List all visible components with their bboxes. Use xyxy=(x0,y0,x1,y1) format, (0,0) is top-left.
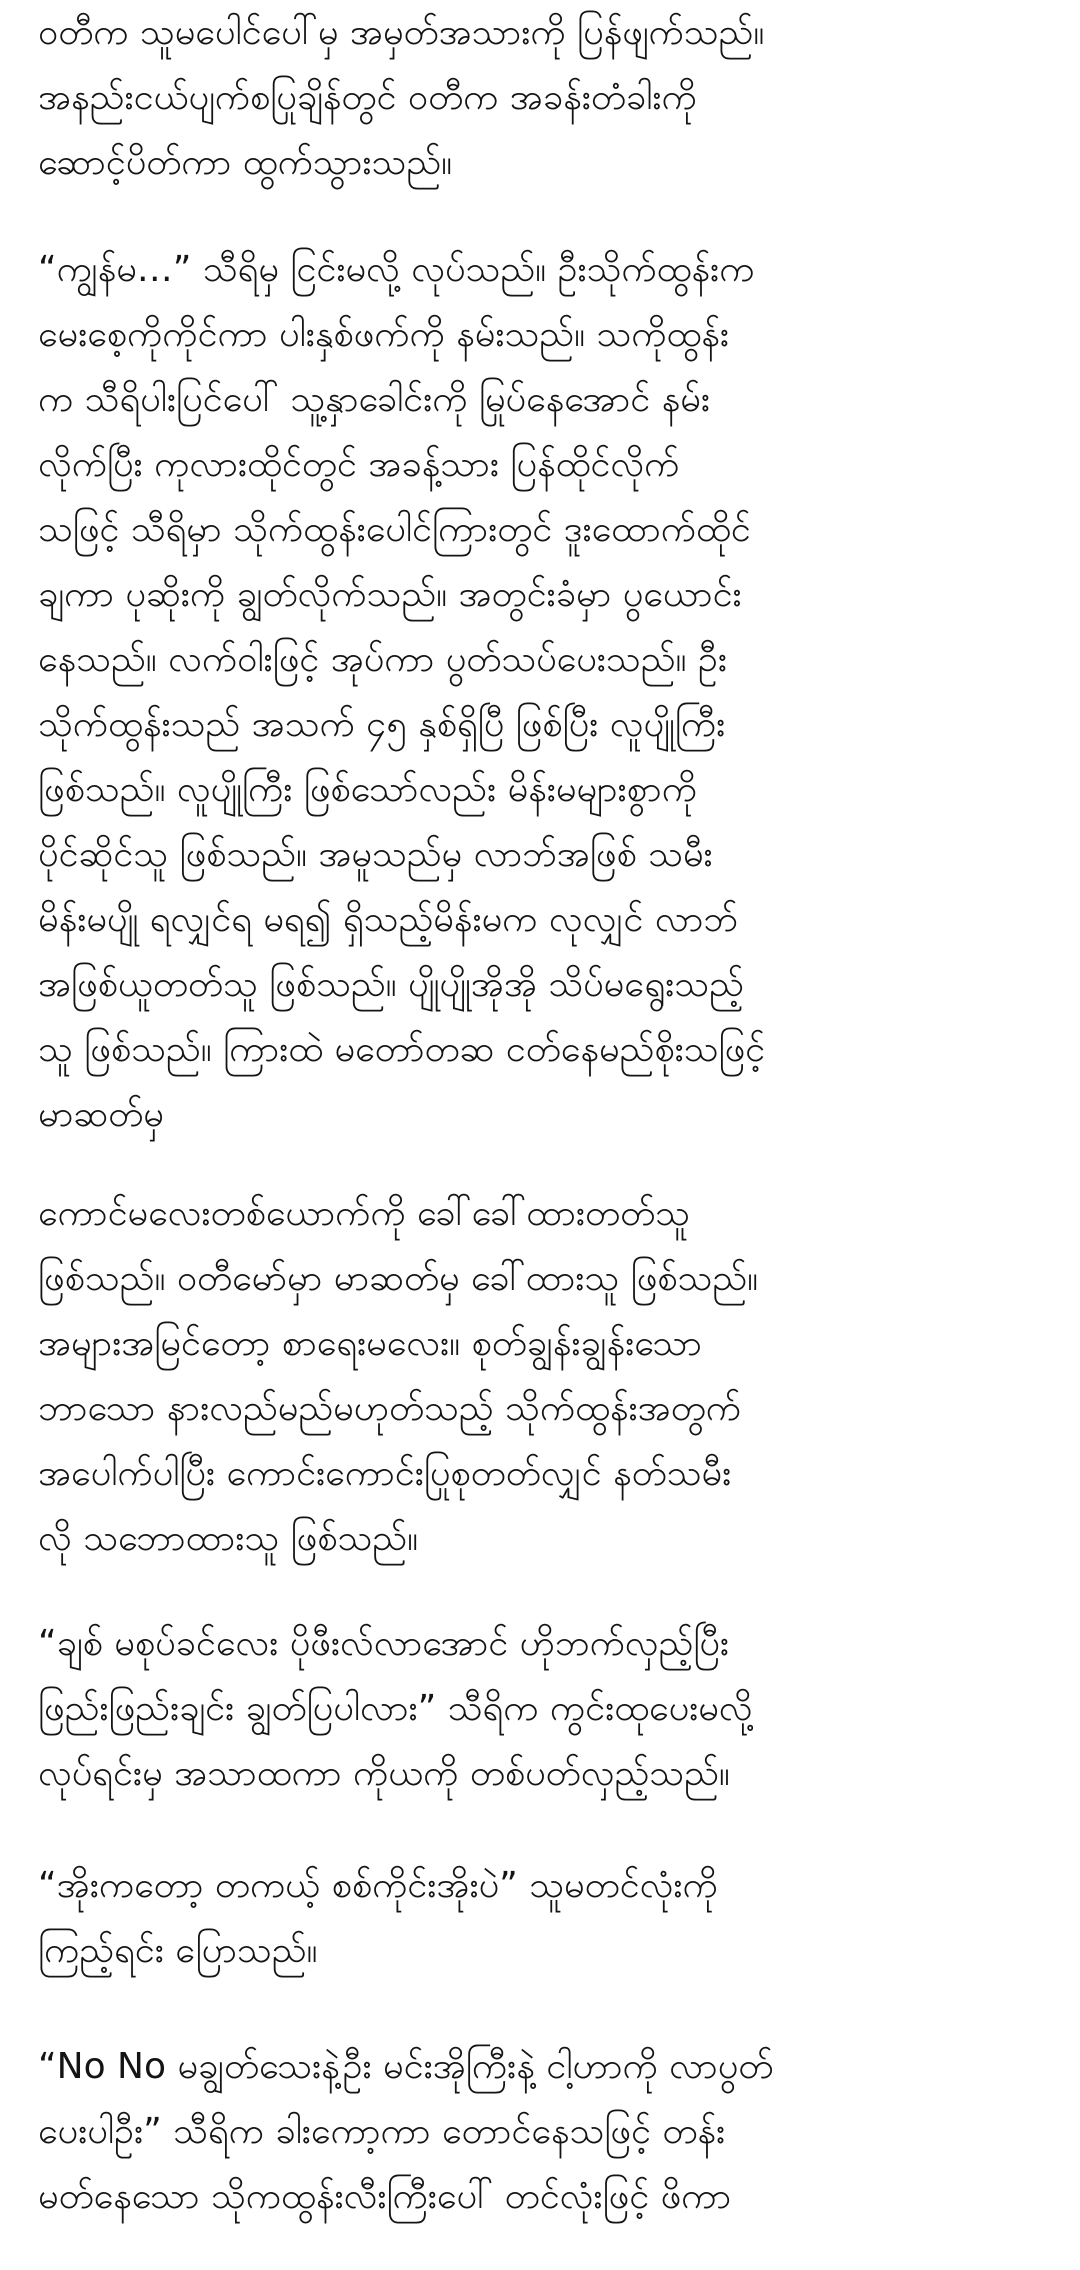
paragraph-4 xyxy=(38,1611,753,1806)
paragraph-5 xyxy=(38,1853,718,1983)
text-line: ဝတီက သူမပေါင်ပေါ်မှ အမှတ်အသားကို ပြန်ဖျက်သည်။ xyxy=(38,12,765,53)
text-line: သူ ဖြစ်သည်။ ကြားထဲ မတော်တဆ ငတ်နေမည်စိုးသဖြင့် xyxy=(38,1029,766,1070)
text-line: အပေါက်ပါပြီး ကောင်းကောင်းပြုစုတတ်လျှင် နတ်သမီး xyxy=(38,1453,732,1494)
text-line: “ချစ် မစုပ်ခင်လေး ပိုဖီးလ်လာအောင် ဟိုဘက်လှည့်ပြီး xyxy=(38,1623,730,1664)
paragraph-2 xyxy=(38,237,765,1147)
text-line: သိုက်ထွန်းသည် အသက် ၄၅ နှစ်ရှိပြီ ဖြစ်ပြီး လူပျိုကြီး xyxy=(38,704,726,745)
text-line: “ကျွန်မ…” သီရိမှ ငြင်းမလို့ လုပ်သည်။ ဦးသိုက်ထွန်းက xyxy=(38,249,755,290)
text-line: ဆောင့်ပိတ်ကာ ထွက်သွားသည်။ xyxy=(38,142,453,183)
text-line: မာဆတ်မှ xyxy=(38,1094,164,1135)
text-line: လုပ်ရင်းမှ အသာထကာ ကိုယကို တစ်ပတ်လှည့်သည်။ xyxy=(38,1753,730,1794)
text-line: မိန်းမပျို ရလျှင်ရ မရ၍ ရှိသည့်မိန်းမက လုလျှင် လာဘ် xyxy=(38,899,739,940)
text-line: “အိုးကတော့ တကယ့် စစ်ကိုင်းအိုးပဲ” သူမတင်လုံးကို xyxy=(38,1865,718,1906)
text-line: လို သဘောထားသူ ဖြစ်သည်။ xyxy=(38,1518,418,1559)
paragraph-3 xyxy=(38,1181,758,1571)
text-line: အနည်းငယ်ပျက်စပြုချိန်တွင် ဝတီက အခန်းတံခါးကို xyxy=(38,77,697,118)
text-line: မတ်နေသော သိုကထွန်းလီးကြီးပေါ် တင်လုံးဖြင့် ဖိကာ xyxy=(38,2176,732,2217)
text-line: ကောင်မလေးတစ်ယောက်ကို ခေါ်ခေါ်ထားတတ်သူ xyxy=(38,1193,690,1234)
text-line: ချကာ ပုဆိုးကို ချွတ်လိုက်သည်။ အတွင်းခံမှာ ပွယောင်း xyxy=(38,574,742,615)
text-line: ဖြည်းဖြည်းချင်း ချွတ်ပြပါလား” သီရိက ကွင်းထုပေးမလို့ xyxy=(38,1688,753,1729)
text-line: ဖြစ်သည်။ ဝတီမော်မှာ မာဆတ်မှ ခေါ်ထားသူ ဖြစ်သည်။ xyxy=(38,1258,759,1299)
text-line: “No No မချွတ်သေးနဲ့ဦး မင်းအိုကြီးနဲ့ ငါ့ဟာကို လာပွတ် xyxy=(38,2046,774,2087)
text-line: ပေးပါဦး” သီရိက ခါးကော့ကာ တောင်နေသဖြင့် တန်း xyxy=(38,2111,726,2152)
paragraph-1 xyxy=(38,0,764,195)
text-line: ဖြစ်သည်။ လူပျိုကြီး ဖြစ်သော်လည်း မိန်းမများစွာကို xyxy=(38,769,697,810)
text-line: ပိုင်ဆိုင်သူ ဖြစ်သည်။ အမူသည်မှ လာဘ်အဖြစ် သမီး xyxy=(38,834,713,875)
text-line: အဖြစ်ယူတတ်သူ ဖြစ်သည်။ ပျိုပျိုအိုအို သိပ်မရွေးသည့် xyxy=(38,964,744,1005)
text-line: သဖြင့် သီရိမှာ သိုက်ထွန်းပေါင်ကြားတွင် ဒူးထောက်ထိုင် xyxy=(38,509,751,550)
text-line: မေးစေ့ကိုကိုင်ကာ ပါးနှစ်ဖက်ကို နမ်းသည်။ သကိုထွန်း xyxy=(38,314,730,355)
text-line: ဘာသော နားလည်မည်မဟုတ်သည့် သိုက်ထွန်းအတွက် xyxy=(38,1388,741,1429)
paragraph-6 xyxy=(38,2034,773,2229)
text-line: နေသည်။ လက်ဝါးဖြင့် အုပ်ကာ ပွတ်သပ်ပေးသည်။ ဦး xyxy=(38,639,727,680)
text-line: က သီရိပါးပြင်ပေါ် သူ့နှာခေါင်းကို မြုပ်နေအောင် နမ်း xyxy=(38,379,711,420)
text-line: လိုက်ပြီး ကုလားထိုင်တွင် အခန့်သား ပြန်ထိုင်လိုက် xyxy=(38,444,680,485)
text-line: အများအမြင်တော့ စာရေးမလေး။ စုတ်ချွန်းချွန်းသော xyxy=(38,1323,702,1364)
text-line: ကြည့်ရင်း ပြောသည်။ xyxy=(38,1930,318,1971)
